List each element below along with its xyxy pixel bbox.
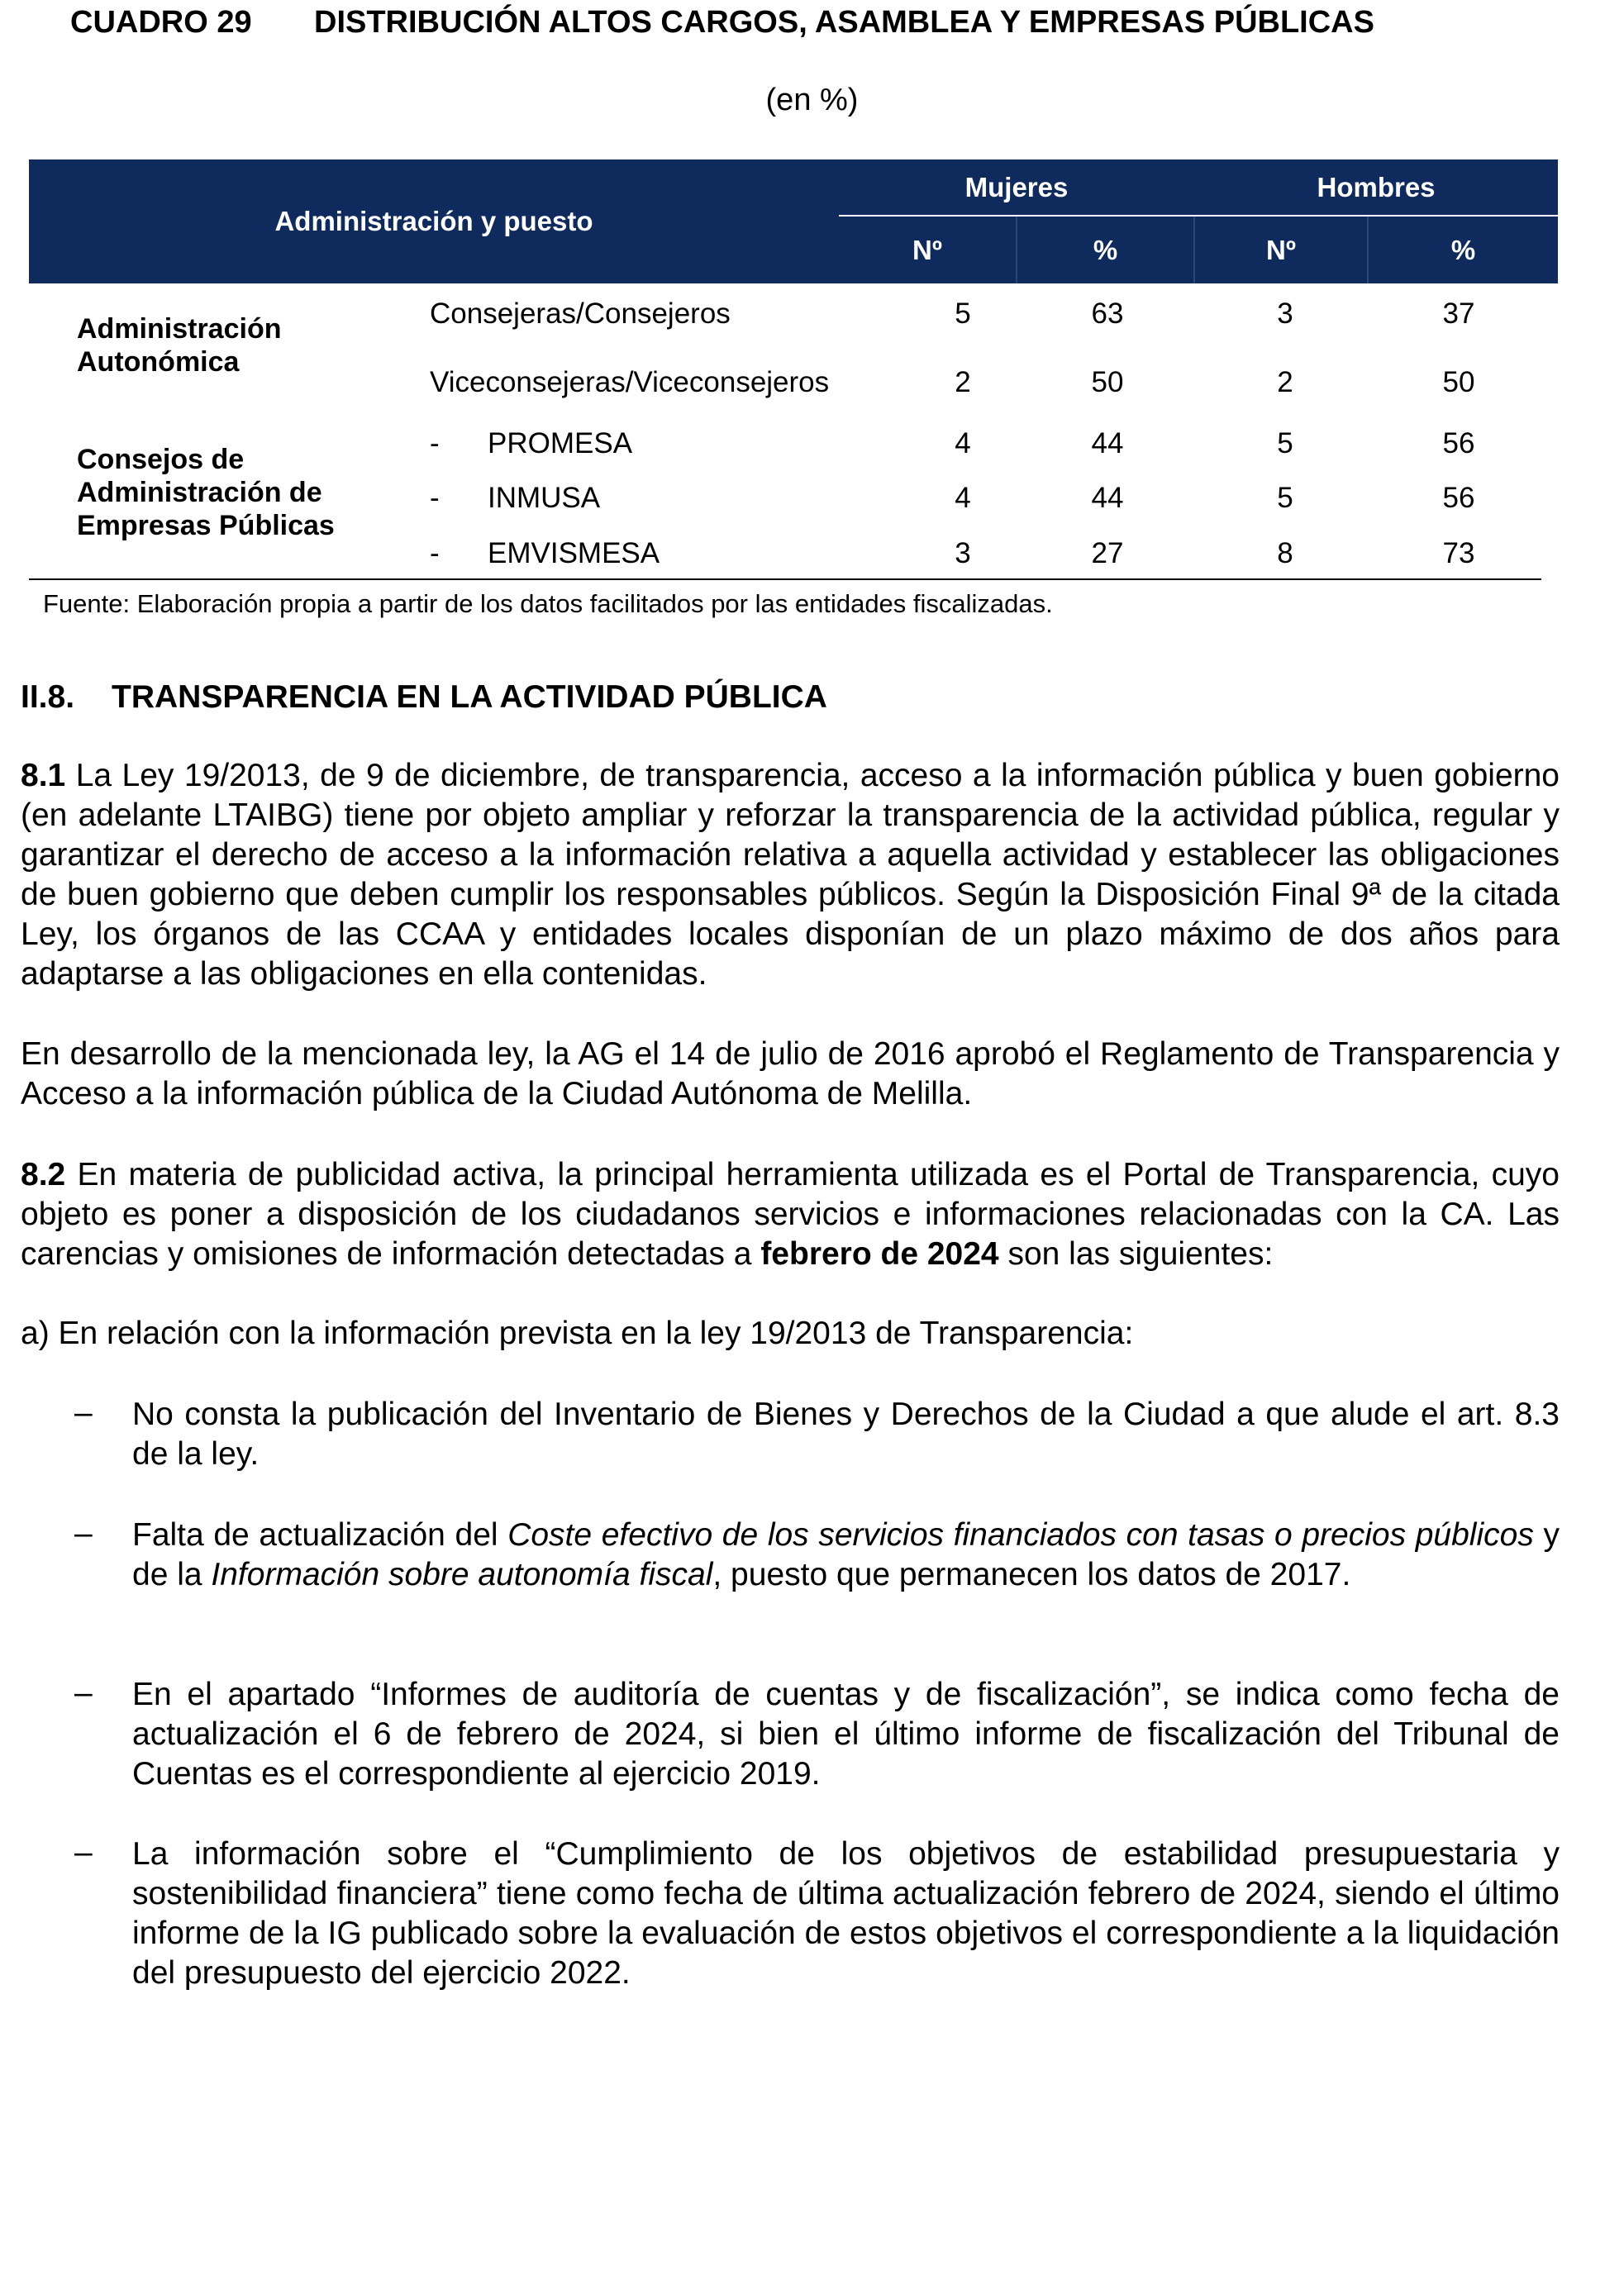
paragraph-text: son las siguientes: [998, 1236, 1274, 1272]
paragraph-desarrollo: En desarrollo de la mencionada ley, la AG el 14 de julio de 2016 aprobó el Reglamento de Transparencia y Acceso a la información pública de la Ciudad Autónoma de Melilla. [21, 1036, 1560, 1111]
bullet-italic: Coste efectivo de los servicios financiados con tasas o precios públicos [507, 1517, 1534, 1553]
paragraph-number: 8.1 [21, 758, 66, 793]
men-pct: 56 [1442, 427, 1475, 459]
row-name: INMUSA [488, 482, 601, 514]
bullet-marker: – [74, 1516, 93, 1551]
women-pct: 44 [1091, 427, 1124, 459]
women-num: 5 [955, 297, 971, 330]
women-pct: 27 [1091, 537, 1124, 569]
paragraph-8-1 [21, 756, 1560, 994]
bullet-marker: – [74, 1675, 93, 1711]
header-men: Hombres [1194, 159, 1558, 216]
header-men-num: Nº [1194, 216, 1368, 283]
bullet-marker: – [74, 1395, 93, 1430]
row-dash: - [430, 427, 440, 459]
paragraph-a: a) En relación con la información prevista en la ley 19/2013 de Transparencia: [21, 1316, 1134, 1351]
table-units: (en %) [765, 83, 859, 117]
distribution-table [29, 159, 1558, 283]
women-num: 2 [955, 366, 971, 398]
row-name: Viceconsejeras/Viceconsejeros [430, 366, 830, 398]
men-pct: 73 [1442, 537, 1475, 569]
paragraph-text: La Ley 19/2013, de 9 de diciembre, de transparencia, acceso a la información pública y buen gobierno (en adelante LTAIBG) tiene por objeto ampliar y reforzar la transparencia de la actividad pública, regular y garantizar el derecho de acceso a la información relativa a aquella actividad y establecer las obligaciones de buen gobierno que deben cumplir los responsables públicos. Según la Disposición Final 9ª de la citada Ley, los órganos de las CCAA y entidades locales disponían de un plazo máximo de dos años para adaptarse a las obligaciones en ella contenidas. [21, 758, 1560, 992]
table-number: CUADRO 29 [70, 5, 252, 40]
section-title: TRANSPARENCIA EN LA ACTIVIDAD PÚBLICA [112, 679, 827, 715]
men-pct: 37 [1442, 297, 1475, 330]
header-women-num: Nº [839, 216, 1017, 283]
men-pct: 56 [1442, 482, 1475, 514]
table-source: Fuente: Elaboración propia a partir de los datos facilitados por las entidades fiscalizadas. [43, 589, 1053, 618]
bullet-text: , puesto que permanecen los datos de 2017. [712, 1557, 1351, 1592]
table-title: DISTRIBUCIÓN ALTOS CARGOS, ASAMBLEA Y EMPRESAS PÚBLICAS [314, 5, 1374, 40]
row-name: EMVISMESA [488, 537, 660, 569]
header-admin: Administración y puesto [29, 159, 839, 283]
bullet-text: y de la [132, 1517, 1560, 1592]
row-dash: - [430, 482, 440, 514]
bullet-item: En el apartado “Informes de auditoría de cuentas y de fiscalización”, se indica como fecha de actualización el 6 de febrero de 2024, si bien el último informe de fiscalización del Tribunal de Cuentas es el correspondiente al ejercicio 2019. [132, 1677, 1560, 1792]
bullet-text: Falta de actualización del [132, 1517, 508, 1553]
header-men-pct: % [1368, 216, 1558, 283]
table-bottom-rule [29, 578, 1541, 580]
women-num: 3 [955, 537, 971, 569]
women-num: 4 [955, 427, 971, 459]
bold-date: febrero de 2024 [760, 1236, 999, 1272]
men-num: 3 [1277, 297, 1293, 330]
table-caption [70, 5, 1374, 40]
row-name: PROMESA [488, 427, 633, 459]
bullet-item [132, 1516, 1560, 1595]
header-women: Mujeres [839, 159, 1194, 216]
bullet-italic: Información sobre autonomía fiscal [211, 1557, 713, 1592]
women-num: 4 [955, 482, 971, 514]
paragraph-8-2 [21, 1155, 1560, 1274]
bullet-item: La información sobre el “Cumplimiento de los objetivos de estabilidad presupuestaria y sostenibilidad financiera” tiene como fecha de última actualización febrero de 2024, siendo el último informe de la IG publicado sobre la evaluación de estos objetivos el correspondiente a la liquidación del presupuesto del ejercicio 2022. [132, 1836, 1560, 1991]
group-label: Consejos de Administración de Empresas Públicas [77, 444, 335, 541]
bullet-marker: – [74, 1835, 93, 1870]
women-pct: 63 [1091, 297, 1124, 330]
men-num: 8 [1277, 537, 1293, 569]
section-number: II.8. [21, 679, 75, 715]
row-dash: - [430, 537, 440, 569]
header-women-pct: % [1017, 216, 1194, 283]
men-num: 5 [1277, 482, 1293, 514]
paragraph-text: En materia de publicidad activa, la principal herramienta utilizada es el Portal de Transparencia, cuyo objeto es poner a disposición de los ciudadanos servicios e informaciones relacionadas con la CA. Las carencias y omisiones de información detectadas a [21, 1157, 1560, 1272]
section-heading [21, 679, 827, 716]
group-label: Administración Autonómica [77, 313, 282, 378]
men-pct: 50 [1442, 366, 1475, 398]
women-pct: 44 [1091, 482, 1124, 514]
bullet-item: No consta la publicación del Inventario de Bienes y Derechos de la Ciudad a que alude el art. 8.3 de la ley. [132, 1397, 1560, 1472]
row-name: Consejeras/Consejeros [430, 297, 731, 330]
men-num: 2 [1277, 366, 1293, 398]
men-num: 5 [1277, 427, 1293, 459]
women-pct: 50 [1091, 366, 1124, 398]
paragraph-number: 8.2 [21, 1157, 66, 1192]
